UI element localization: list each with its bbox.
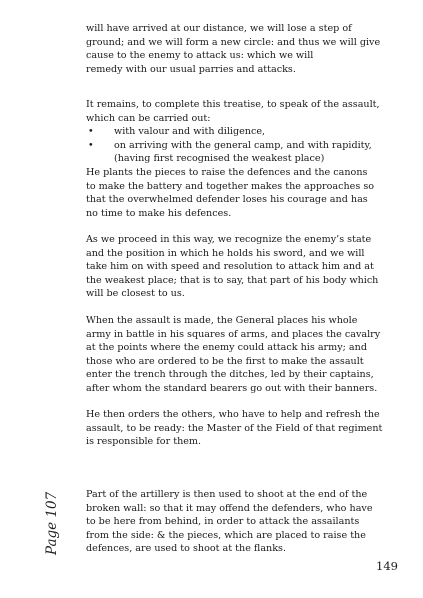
paragraph-3 [86, 233, 380, 301]
paragraph-4 [86, 314, 380, 396]
text-line: army in battle in his squares of arms, and places the cavalry [86, 328, 381, 340]
text-line: When the assault is made, the General places his whole [86, 315, 358, 326]
text-line: after whom the standard bearers go out with their banners. [86, 382, 378, 394]
text-line: from the side: & the pieces, which are placed to raise the [86, 529, 366, 541]
text-line: broken wall: so that it may offend the defenders, who have [86, 502, 373, 514]
bullet-text: with valour and with diligence, [114, 126, 266, 138]
text-line: remedy with our usual parries and attacks. [86, 63, 296, 75]
text-line: that the overwhelmed defender loses his courage and has [86, 194, 368, 206]
text-line: As we proceed in this way, we recognize the enemy’s state [86, 234, 372, 245]
text-line: is responsible for them. [86, 436, 202, 448]
text-line: those who are ordered to be the first to make the assault [86, 355, 364, 367]
bullet-item [86, 125, 380, 139]
text-line: no time to make his defences. [86, 207, 232, 219]
bullet-text: on arriving with the general camp, and with rapidity, [114, 139, 372, 151]
bullet-icon: • [88, 139, 94, 151]
text-line: which can be carried out: [86, 112, 211, 124]
text-line: the weakest place; that is to say, that part of his body which [86, 274, 379, 286]
margin-note-text: Page 107 [44, 491, 60, 555]
bullet-continuation: (having first recognised the weakest place) [114, 153, 325, 165]
text-line: take him on with speed and resolution to attack him and at [86, 261, 374, 273]
page-number: 149 [376, 559, 398, 573]
margin-page-reference [32, 487, 72, 557]
text-line: will have arrived at our distance, we will lose a step of [86, 23, 352, 34]
text-line: to be here from behind, in order to attack the assailants [86, 516, 360, 528]
text-line: at the points where the enemy could attack his army; and [86, 342, 367, 354]
text-line: will be closest to us. [86, 288, 185, 300]
paragraph-6 [86, 488, 380, 556]
bullet-icon: • [88, 126, 94, 138]
paragraph-2 [86, 98, 380, 220]
paragraph-1 [86, 22, 380, 76]
bullet-item [86, 139, 380, 153]
text-line: assault, to be ready: the Master of the Field of that regiment [86, 422, 383, 434]
text-line: enter the trench through the ditches, led by their captains, [86, 369, 374, 381]
text-line: He plants the pieces to raise the defences and the canons [86, 166, 368, 178]
text-line: Part of the artillery is then used to shoot at the end of the [86, 489, 368, 500]
text-line: and the position in which he holds his sword, and we will [86, 247, 365, 259]
paragraph-5 [86, 408, 383, 449]
text-line: ground; and we will form a new circle: and thus we will give [86, 36, 381, 48]
text-line: to make the battery and together makes the approaches so [86, 180, 375, 192]
text-line: It remains, to complete this treatise, to speak of the assault, [86, 99, 380, 110]
text-line: cause to the enemy to attack us: which we will [86, 50, 314, 62]
text-line: defences, are used to shoot at the flanks. [86, 543, 287, 555]
text-line: He then orders the others, who have to help and refresh the [86, 409, 380, 420]
